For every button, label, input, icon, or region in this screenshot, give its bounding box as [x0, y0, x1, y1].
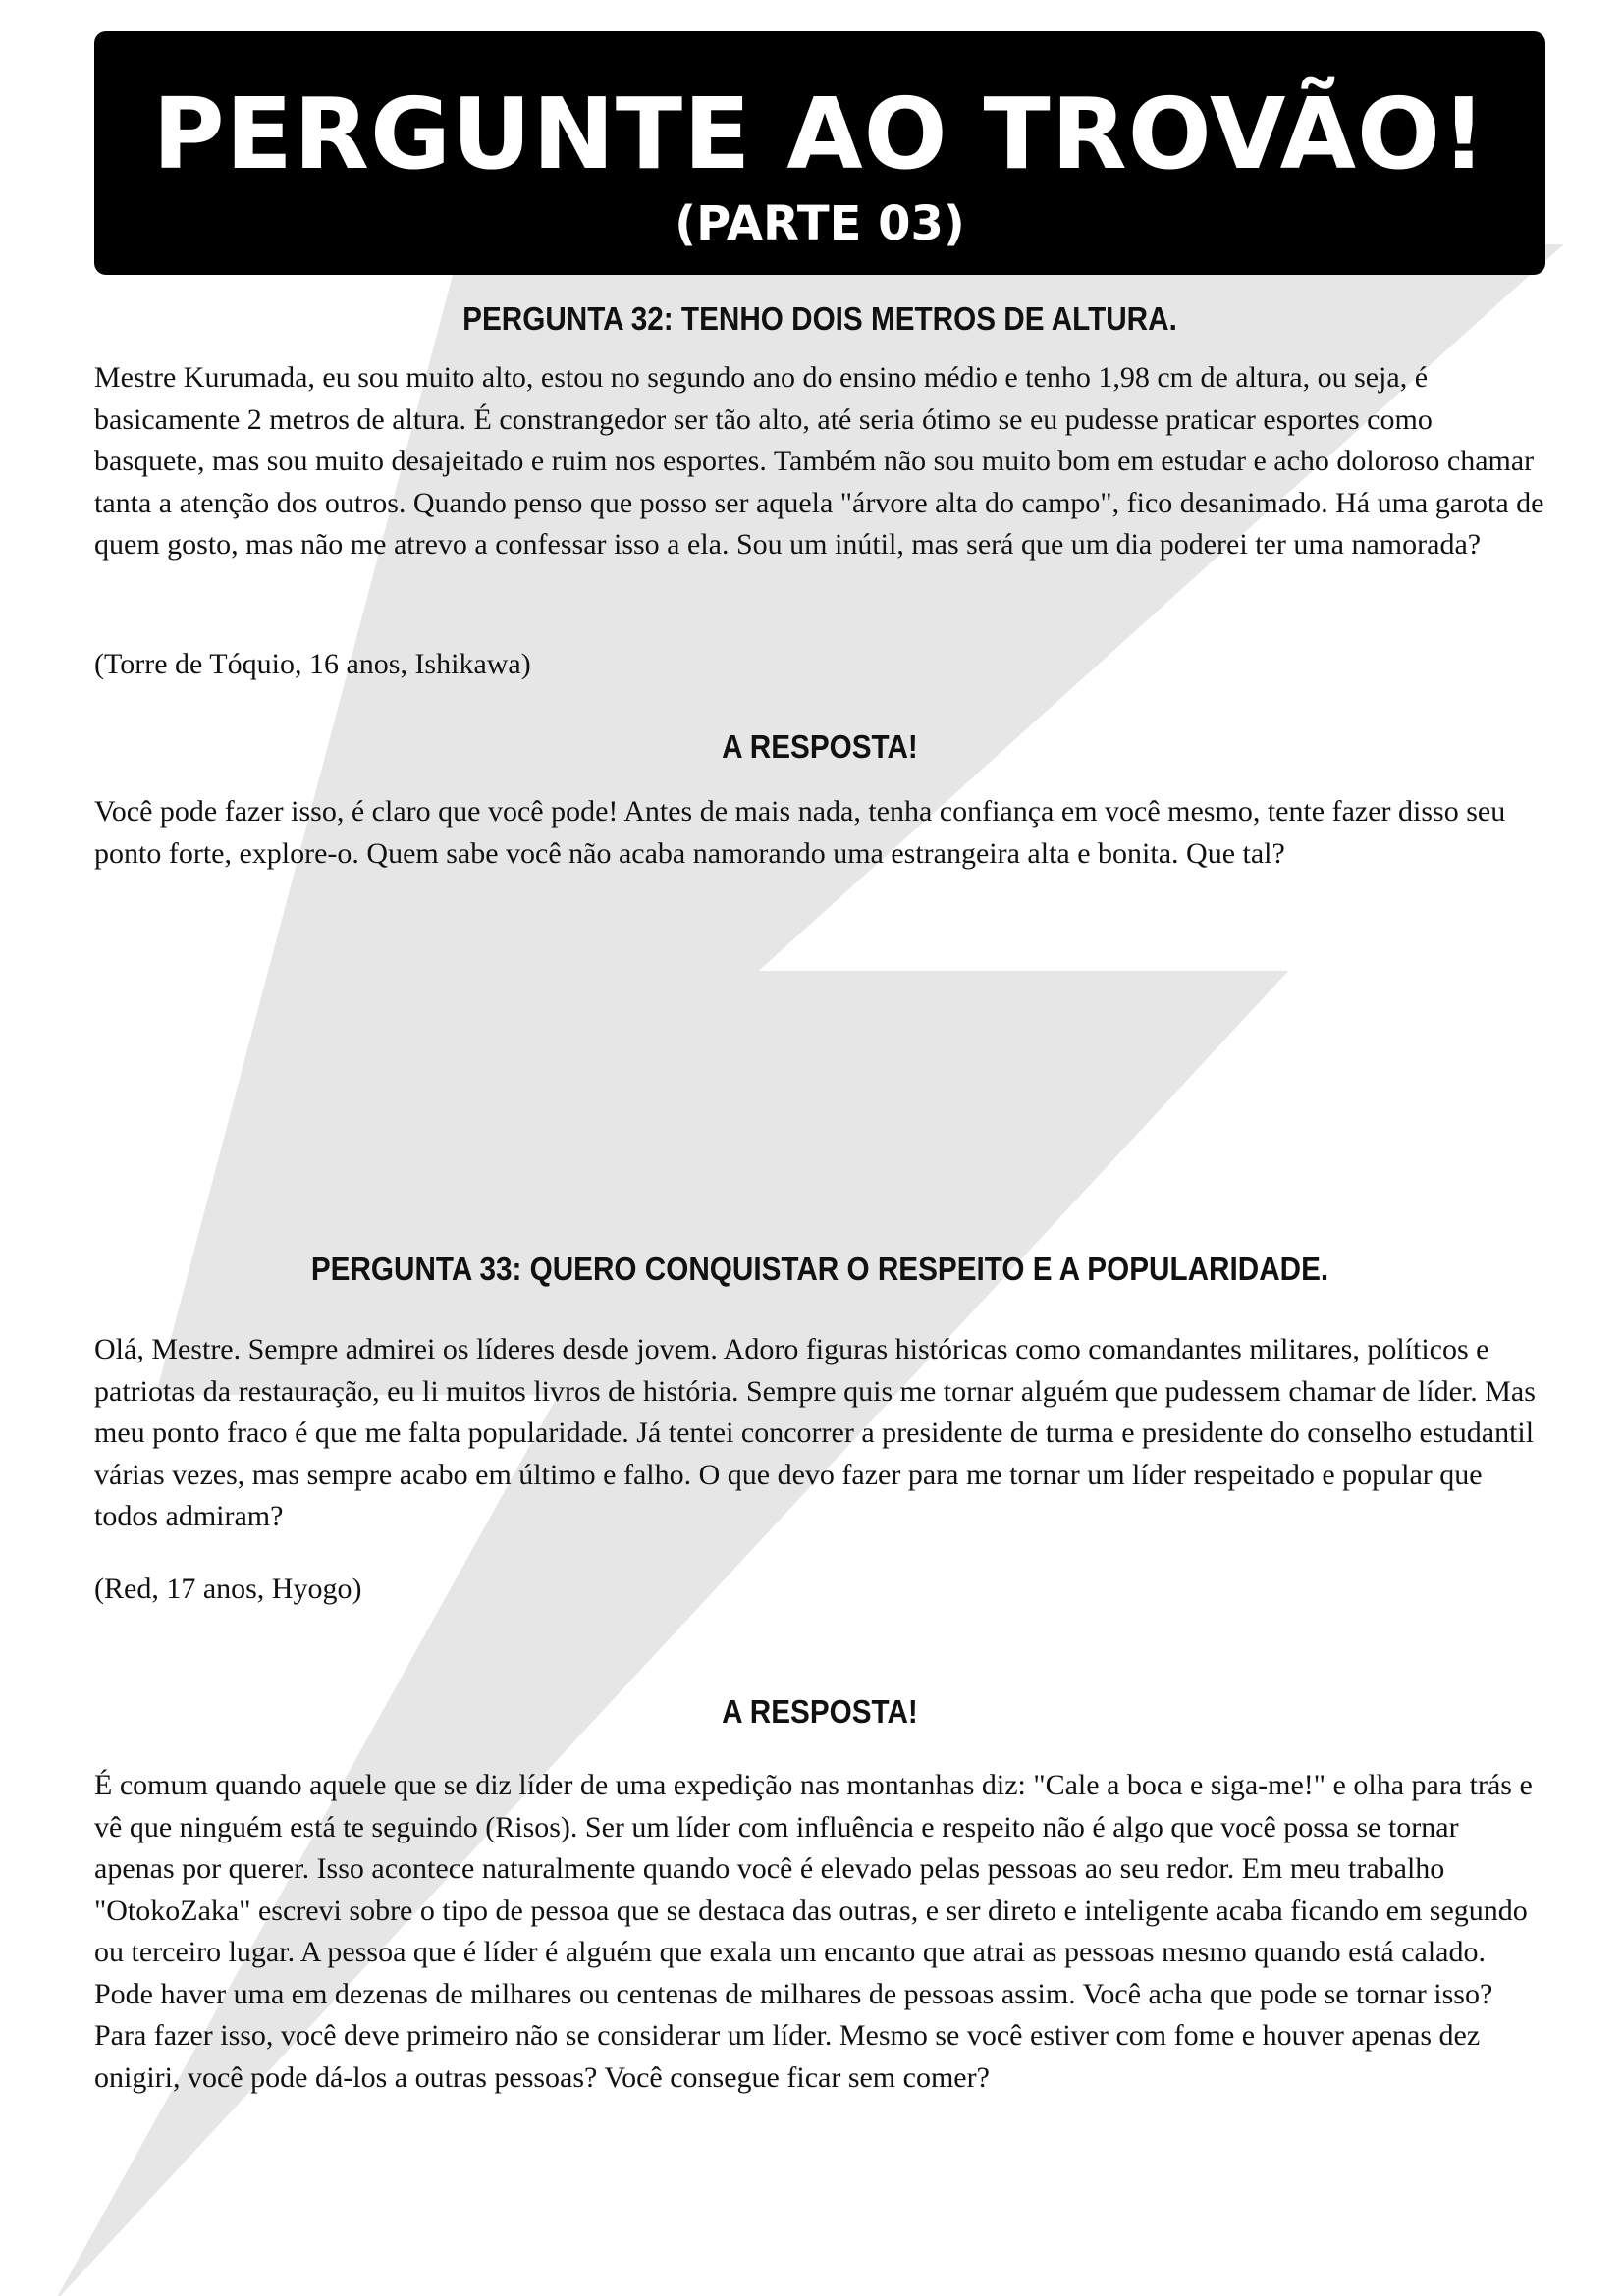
question-33-signature-block: [94, 1569, 1545, 1611]
question-33-heading-block: [94, 1248, 1545, 1291]
answer-33-body-block: [94, 1765, 1545, 2099]
page-title: PERGUNTE AO TROVÃO!: [152, 77, 1488, 191]
question-32-heading: PERGUNTA 32: TENHO DOIS METROS DE ALTURA.: [462, 300, 1177, 337]
answer-33-heading: A RESPOSTA!: [722, 1693, 918, 1730]
question-32-signature: (Torre de Tóquio, 16 anos, Ishikawa): [94, 648, 531, 680]
question-33-body: Olá, Mestre. Sempre admirei os líderes desde jovem. Adoro figuras históricas como comandantes militares, políticos e patriotas da restauração, eu li muitos livros de história. Sempre quis me tornar alguém que pudessem chamar de líder. Mas meu ponto fraco é que me falta popularidade. Já tentei concorrer a presidente de turma e presidente do conselho estudantil várias vezes, mas sempre acabo em último e falho. O que devo fazer para me tornar um líder respeitado e popular que todos admiram?: [94, 1333, 1536, 1532]
question-33-signature: (Red, 17 anos, Hyogo): [94, 1573, 362, 1605]
answer-32-body: Você pode fazer isso, é claro que você pode! Antes de mais nada, tenha confiança em você mesmo, tente fazer disso seu ponto forte, explore-o. Quem sabe você não acaba namorando uma estrangeira alta e bonita. Que tal?: [94, 795, 1506, 870]
question-33-body-block: [94, 1329, 1545, 1538]
answer-32-heading: A RESPOSTA!: [722, 728, 918, 765]
answer-32-heading-block: [94, 725, 1545, 769]
answer-33-heading-block: [94, 1690, 1545, 1734]
question-32-body: Mestre Kurumada, eu sou muito alto, estou no segundo ano do ensino médio e tenho 1,98 cm de altura, ou seja, é basicamente 2 metros de altura. É constrangedor ser tão alto, até seria ótimo se eu pudesse praticar esportes como basquete, mas sou muito desajeitado e ruim nos esportes. Também não sou muito bom em estudar e acho doloroso chamar tanta a atenção dos outros. Quando penso que posso ser aquela "árvore alta do campo", fico desanimado. Há uma garota de quem gosto, mas não me atrevo a confessar isso a ela. Sou um inútil, mas será que um dia poderei ter uma namorada?: [94, 361, 1544, 561]
page-subtitle: (PARTE 03): [675, 196, 965, 251]
answer-33-body: É comum quando aquele que se diz líder de uma expedição nas montanhas diz: "Cale a boca e siga-me!" e olha para trás e vê que ninguém está te seguindo (Risos). Ser um líder com influência e respeito não é algo que você possa se tornar apenas por querer. Isso acontece naturalmente quando você é elevado pelas pessoas ao seu redor. Em meu trabalho "OtokoZaka" escrevi sobre o tipo de pessoa que se destaca das outras, e ser direto e inteligente acaba ficando em segundo ou terceiro lugar. A pessoa que é líder é alguém que exala um encanto que atrai as pessoas mesmo quando está calado. Pode haver uma em dezenas de milhares ou centenas de milhares de pessoas assim. Você acha que pode se tornar isso? Para fazer isso, você deve primeiro não se considerar um líder. Mesmo se você estiver com fome e houver apenas dez onigiri, você pode dá-los a outras pessoas? Você consegue ficar sem comer?: [94, 1769, 1533, 2094]
question-32-signature-block: [94, 644, 1545, 686]
question-32-heading-block: [94, 297, 1545, 341]
answer-32-body-block: [94, 791, 1545, 875]
question-32-body-block: [94, 357, 1545, 566]
title-banner: [94, 31, 1545, 275]
question-33-heading: PERGUNTA 33: QUERO CONQUISTAR O RESPEITO E A POPULARIDADE.: [310, 1251, 1329, 1287]
